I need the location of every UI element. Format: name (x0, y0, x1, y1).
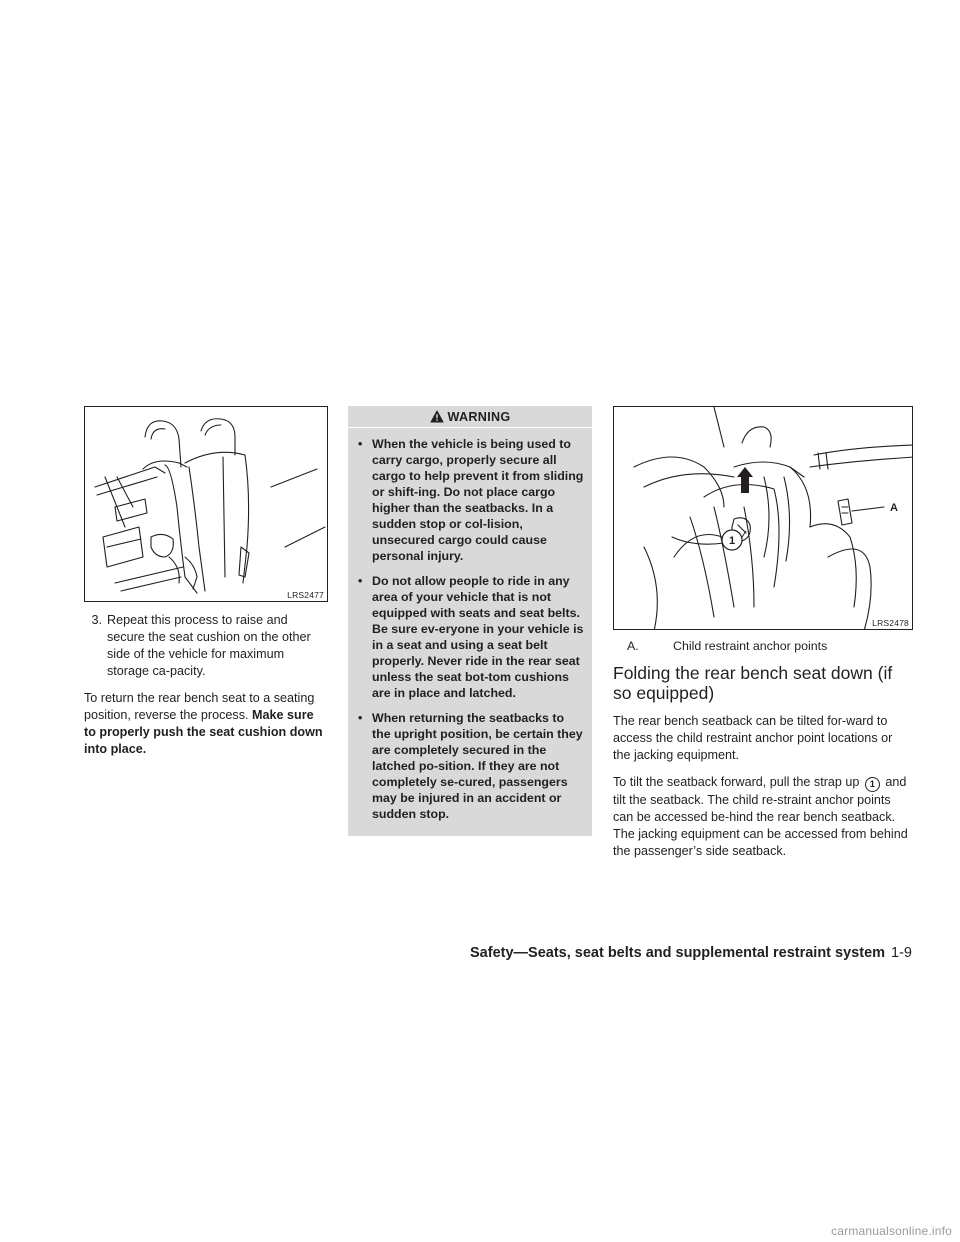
warning-list (348, 428, 592, 822)
step-text: Repeat this process to raise and secure the seat cushion on the other side of the vehicle for maximum storage ca-pacity. (107, 613, 311, 678)
section-title: Folding the rear bench seat down (if so equipped) (613, 663, 893, 703)
warning-item (358, 573, 584, 701)
page-number: 1-9 (891, 945, 912, 961)
callout-1-label: 1 (728, 535, 736, 547)
step-number: 3. (91, 613, 102, 627)
figure-code: LRS2478 (872, 618, 909, 628)
caption-letter: A. (627, 639, 639, 653)
return-seat-bold-text: Make sure to properly push the seat cushion down into place. (84, 708, 323, 756)
warning-item-text: Do not allow people to ride in any area of your vehicle that is not equipped with seats and seat belts. Be sure ev-eryone in your vehicle is in a seat and using a seat belt properly. Never ride in the rear seat unless the seat bot-tom cushions are in place and latched. (372, 574, 584, 700)
up-arrow-icon (737, 467, 753, 493)
tilt-text-end: and tilt the seatback. The child re-straint anchor points can be accessed be-hind the rear bench seatback. The jacking equipment can be accessed from behind the passenger’s side seatback. (613, 775, 908, 858)
seatback-fold-drawing (614, 407, 913, 630)
warning-column (348, 406, 592, 836)
bullet-icon: • (358, 574, 363, 588)
right-column (613, 406, 913, 860)
bullet-icon: • (358, 711, 363, 725)
watermark: carmanualsonline.info (831, 1224, 952, 1238)
return-seat-text: To return the rear bench seat to a seating position, reverse the process. (84, 691, 315, 722)
tilt-text-start: To tilt the seatback forward, pull the strap up (613, 775, 860, 789)
chapter-title: Safety—Seats, seat belts and supplemental restraint system (470, 945, 886, 961)
bullet-icon: • (358, 437, 363, 451)
warning-box (348, 406, 592, 836)
warning-header (348, 406, 592, 428)
caption-text: Child restraint anchor points (673, 639, 828, 653)
page-footer (0, 944, 912, 962)
step-3 (84, 612, 328, 680)
warning-item-text: When returning the seatbacks to the upright position, be certain they are completely secured in the latched po-sition. If they are not completely se-cured, passengers may be injured in an accident or sudden stop. (372, 711, 583, 821)
seatback-tilt-paragraph: The rear bench seatback can be tilted for-ward to access the child restraint anchor point locations or the jacking equipment. (613, 714, 893, 762)
return-seat-paragraph (84, 690, 328, 758)
callout-a-label: A (890, 502, 898, 514)
warning-triangle-icon (430, 410, 444, 423)
warning-title: WARNING (447, 409, 511, 424)
callout-1-inline-icon: 1 (865, 777, 880, 792)
anchor-points-illustration (613, 406, 913, 630)
warning-item (358, 710, 584, 822)
warning-item-text: When the vehicle is being used to carry cargo, properly secure all cargo to help prevent it from sliding or shift-ing. Do not place cargo higher than the seatbacks. In a sudden stop or col-lision, unsecured cargo could cause personal injury. (372, 437, 584, 563)
rear-seat-drawing (85, 407, 328, 602)
warning-item (358, 436, 584, 564)
figure-code: LRS2477 (287, 590, 324, 600)
left-column (84, 406, 328, 758)
seat-cushion-illustration (84, 406, 328, 602)
tilt-instructions-paragraph (613, 774, 913, 860)
figure-caption (613, 638, 913, 655)
